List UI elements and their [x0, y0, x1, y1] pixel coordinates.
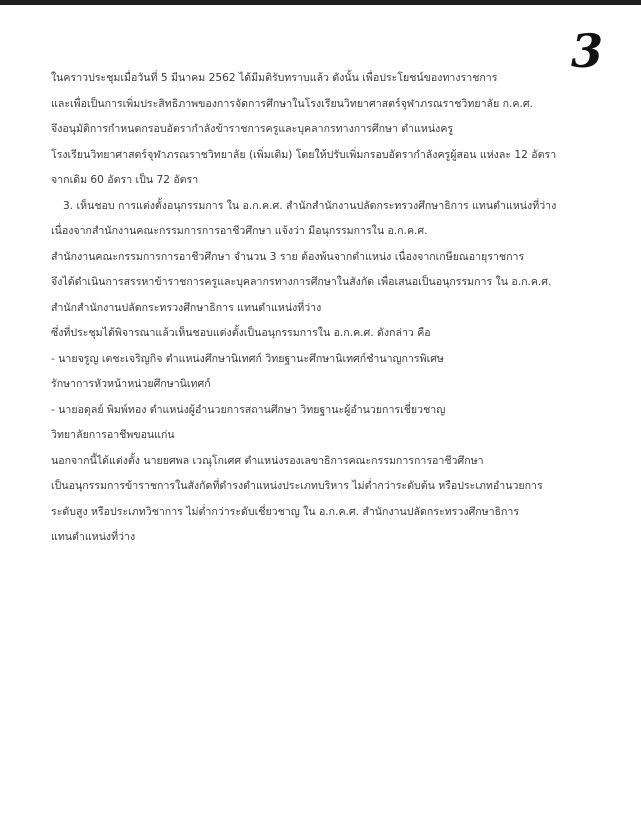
body-line: แทนตำแหน่งที่ว่าง: [51, 531, 136, 543]
document-body: [51, 66, 596, 551]
body-line: นอกจากนี้ได้แต่งตั้ง นายยศพล เวณุโกเศศ ตำแหน่งรองเลขาธิการคณะกรรมการการอาชีวศึกษา: [51, 454, 484, 467]
body-line: และเพื่อเป็นการเพิ่มประสิทธิภาพของการจัดการศึกษาในโรงเรียนวิทยาศาสตร์จุฬาภรณราชวิทยาลัย ก.ค.ศ.: [51, 97, 533, 110]
body-line: สำนักงานคณะกรรมการการอาชีวศึกษา จำนวน 3 ราย ต้องพ้นจากตำแหน่ง เนื่องจากเกษียณอายุราชการ: [51, 250, 525, 263]
agenda-item-3-line: 3. เห็นชอบ การแต่งตั้งอนุกรรมการ ใน อ.ก.ค.ศ. สำนักสำนักงานปลัดกระทรวงศึกษาธิการ แทนตำแหน่งที่ว่าง: [63, 199, 557, 212]
body-line: จากเดิม 60 อัตรา เป็น 72 อัตรา: [51, 174, 199, 186]
body-line: ระดับสูง หรือประเภทวิชาการ ไม่ต่ำกว่าระดับเชี่ยวชาญ ใน อ.ก.ค.ศ. สำนักงานปลัดกระทรวงศึกษาธิการ: [51, 505, 520, 518]
body-line: จึงได้ดำเนินการสรรหาข้าราชการครูและบุคลากรทางการศึกษาในสังกัด เพื่อเสนอเป็นอนุกรรมการ ใน อ.ก.ค.ศ.: [51, 276, 552, 288]
top-border-bar: [0, 0, 641, 5]
appointee-line: - นายจรูญ เตชะเจริญกิจ ตำแหน่งศึกษานิเทศก์ วิทยฐานะศึกษานิเทศก์ชำนาญการพิเศษ: [51, 352, 444, 365]
body-line: เป็นอนุกรรมการข้าราชการในสังกัดที่ดำรงตำแหน่งประเภทบริหาร ไม่ต่ำกว่าระดับต้น หรือประเภทอำนวยการ: [51, 480, 543, 492]
body-line: สำนักสำนักงานปลัดกระทรวงศึกษาธิการ แทนตำแหน่งที่ว่าง: [51, 301, 322, 314]
body-line: ในคราวประชุมเมื่อวันที่ 5 มีนาคม 2562 ได้มีมติรับทราบแล้ว ดังนั้น เพื่อประโยชน์ของทางราชการ: [51, 72, 498, 84]
body-line: วิทยาลัยการอาชีพขอนแก่น: [51, 429, 175, 441]
appointee-line: - นายอดุลย์ พิมพ์ทอง ตำแหน่งผู้อำนวยการสถานศึกษา วิทยฐานะผู้อำนวยการเชี่ยวชาญ: [51, 403, 446, 416]
page-number: 3: [570, 24, 603, 78]
body-line: เนื่องจากสำนักงานคณะกรรมการการอาชีวศึกษา แจ้งว่า มีอนุกรรมการใน อ.ก.ค.ศ.: [51, 225, 428, 237]
body-line: ซึ่งที่ประชุมได้พิจารณาแล้วเห็นชอบแต่งตั้งเป็นอนุกรรมการใน อ.ก.ค.ศ. ดังกล่าว คือ: [51, 327, 431, 339]
body-line: โรงเรียนวิทยาศาสตร์จุฬาภรณราชวิทยาลัย (เพิ่มเติม) โดยให้ปรับเพิ่มกรอบอัตรากำลังครูผู้สอน แห่งละ 12 อัตรา: [51, 148, 557, 161]
body-line: รักษาการหัวหน้าหน่วยศึกษานิเทศก์: [51, 378, 211, 390]
body-line: จึงอนุมัติการกำหนดกรอบอัตรากำลังข้าราชการครูและบุคลากรทางการศึกษา ตำแหน่งครู: [51, 123, 454, 135]
